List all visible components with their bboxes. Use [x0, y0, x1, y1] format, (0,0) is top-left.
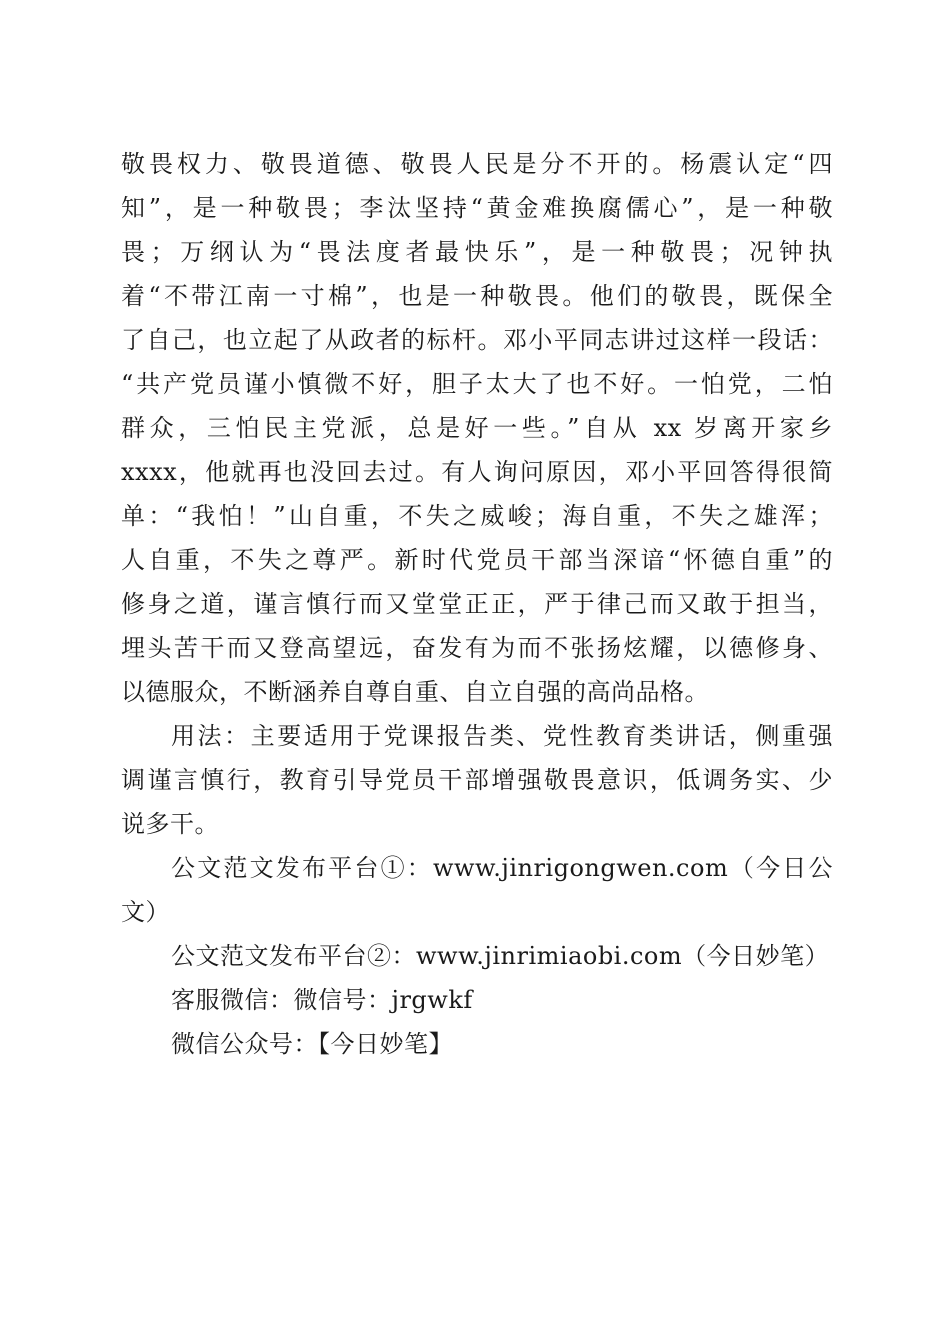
text-line: 用法：主要适用于党课报告类、党性教育类讲话，侧重强: [171, 722, 833, 750]
platform-1-line-end: 文）: [121, 898, 170, 926]
text-line: 群众，三怕民主党派，总是好一些。”自从 xx 岁离开家乡: [121, 414, 833, 442]
wechat-public-line: 微信公众号：【今日妙笔】: [171, 1030, 453, 1058]
text-line: 敬畏权力、敬畏道德、敬畏人民是分不开的。杨震认定“四: [121, 150, 833, 178]
text-line: 调谨言慎行，教育引导党员干部增强敬畏意识，低调务实、少: [121, 766, 833, 794]
platform-2-line: 公文范文发布平台②：www.jinrimiaobi.com（今日妙笔）: [171, 942, 830, 970]
paragraph-1: [121, 142, 833, 714]
paragraph-usage: [121, 714, 833, 846]
text-line: 了自己，也立起了从政者的标杆。邓小平同志讲过这样一段话：: [121, 326, 833, 354]
text-line: 知”，是一种敬畏；李汰坚持“黄金难换腐儒心”，是一种敬: [121, 194, 833, 222]
wechat-service-line: 客服微信：微信号：jrgwkf: [171, 986, 473, 1014]
platform-1-line: 公文范文发布平台①：www.jinrigongwen.com（今日公: [171, 854, 833, 882]
text-line: 埋头苦干而又登高望远，奋发有为而不张扬炫耀，以德修身、: [121, 634, 833, 662]
text-line: 着“不带江南一寸棉”，也是一种敬畏。他们的敬畏，既保全: [121, 282, 833, 310]
document-body: [121, 142, 833, 1066]
text-line: 畏；万纲认为“畏法度者最快乐”，是一种敬畏；况钟执: [121, 238, 833, 266]
footer-info: [121, 846, 833, 1066]
text-line: “共产党员谨小慎微不好，胆子太大了也不好。一怕党，二怕: [121, 370, 833, 398]
text-line: 单：“我怕！”山自重，不失之威峻；海自重，不失之雄浑；: [121, 502, 833, 530]
text-line: 说多干。: [121, 810, 219, 838]
text-line: 人自重，不失之尊严。新时代党员干部当深谙“怀德自重”的: [121, 546, 833, 574]
text-line: 修身之道，谨言慎行而又堂堂正正，严于律己而又敢于担当，: [121, 590, 833, 618]
text-line: xxxx，他就再也没回去过。有人询问原因，邓小平回答得很简: [121, 458, 833, 486]
text-line: 以德服众，不断涵养自尊自重、自立自强的高尚品格。: [121, 678, 709, 706]
